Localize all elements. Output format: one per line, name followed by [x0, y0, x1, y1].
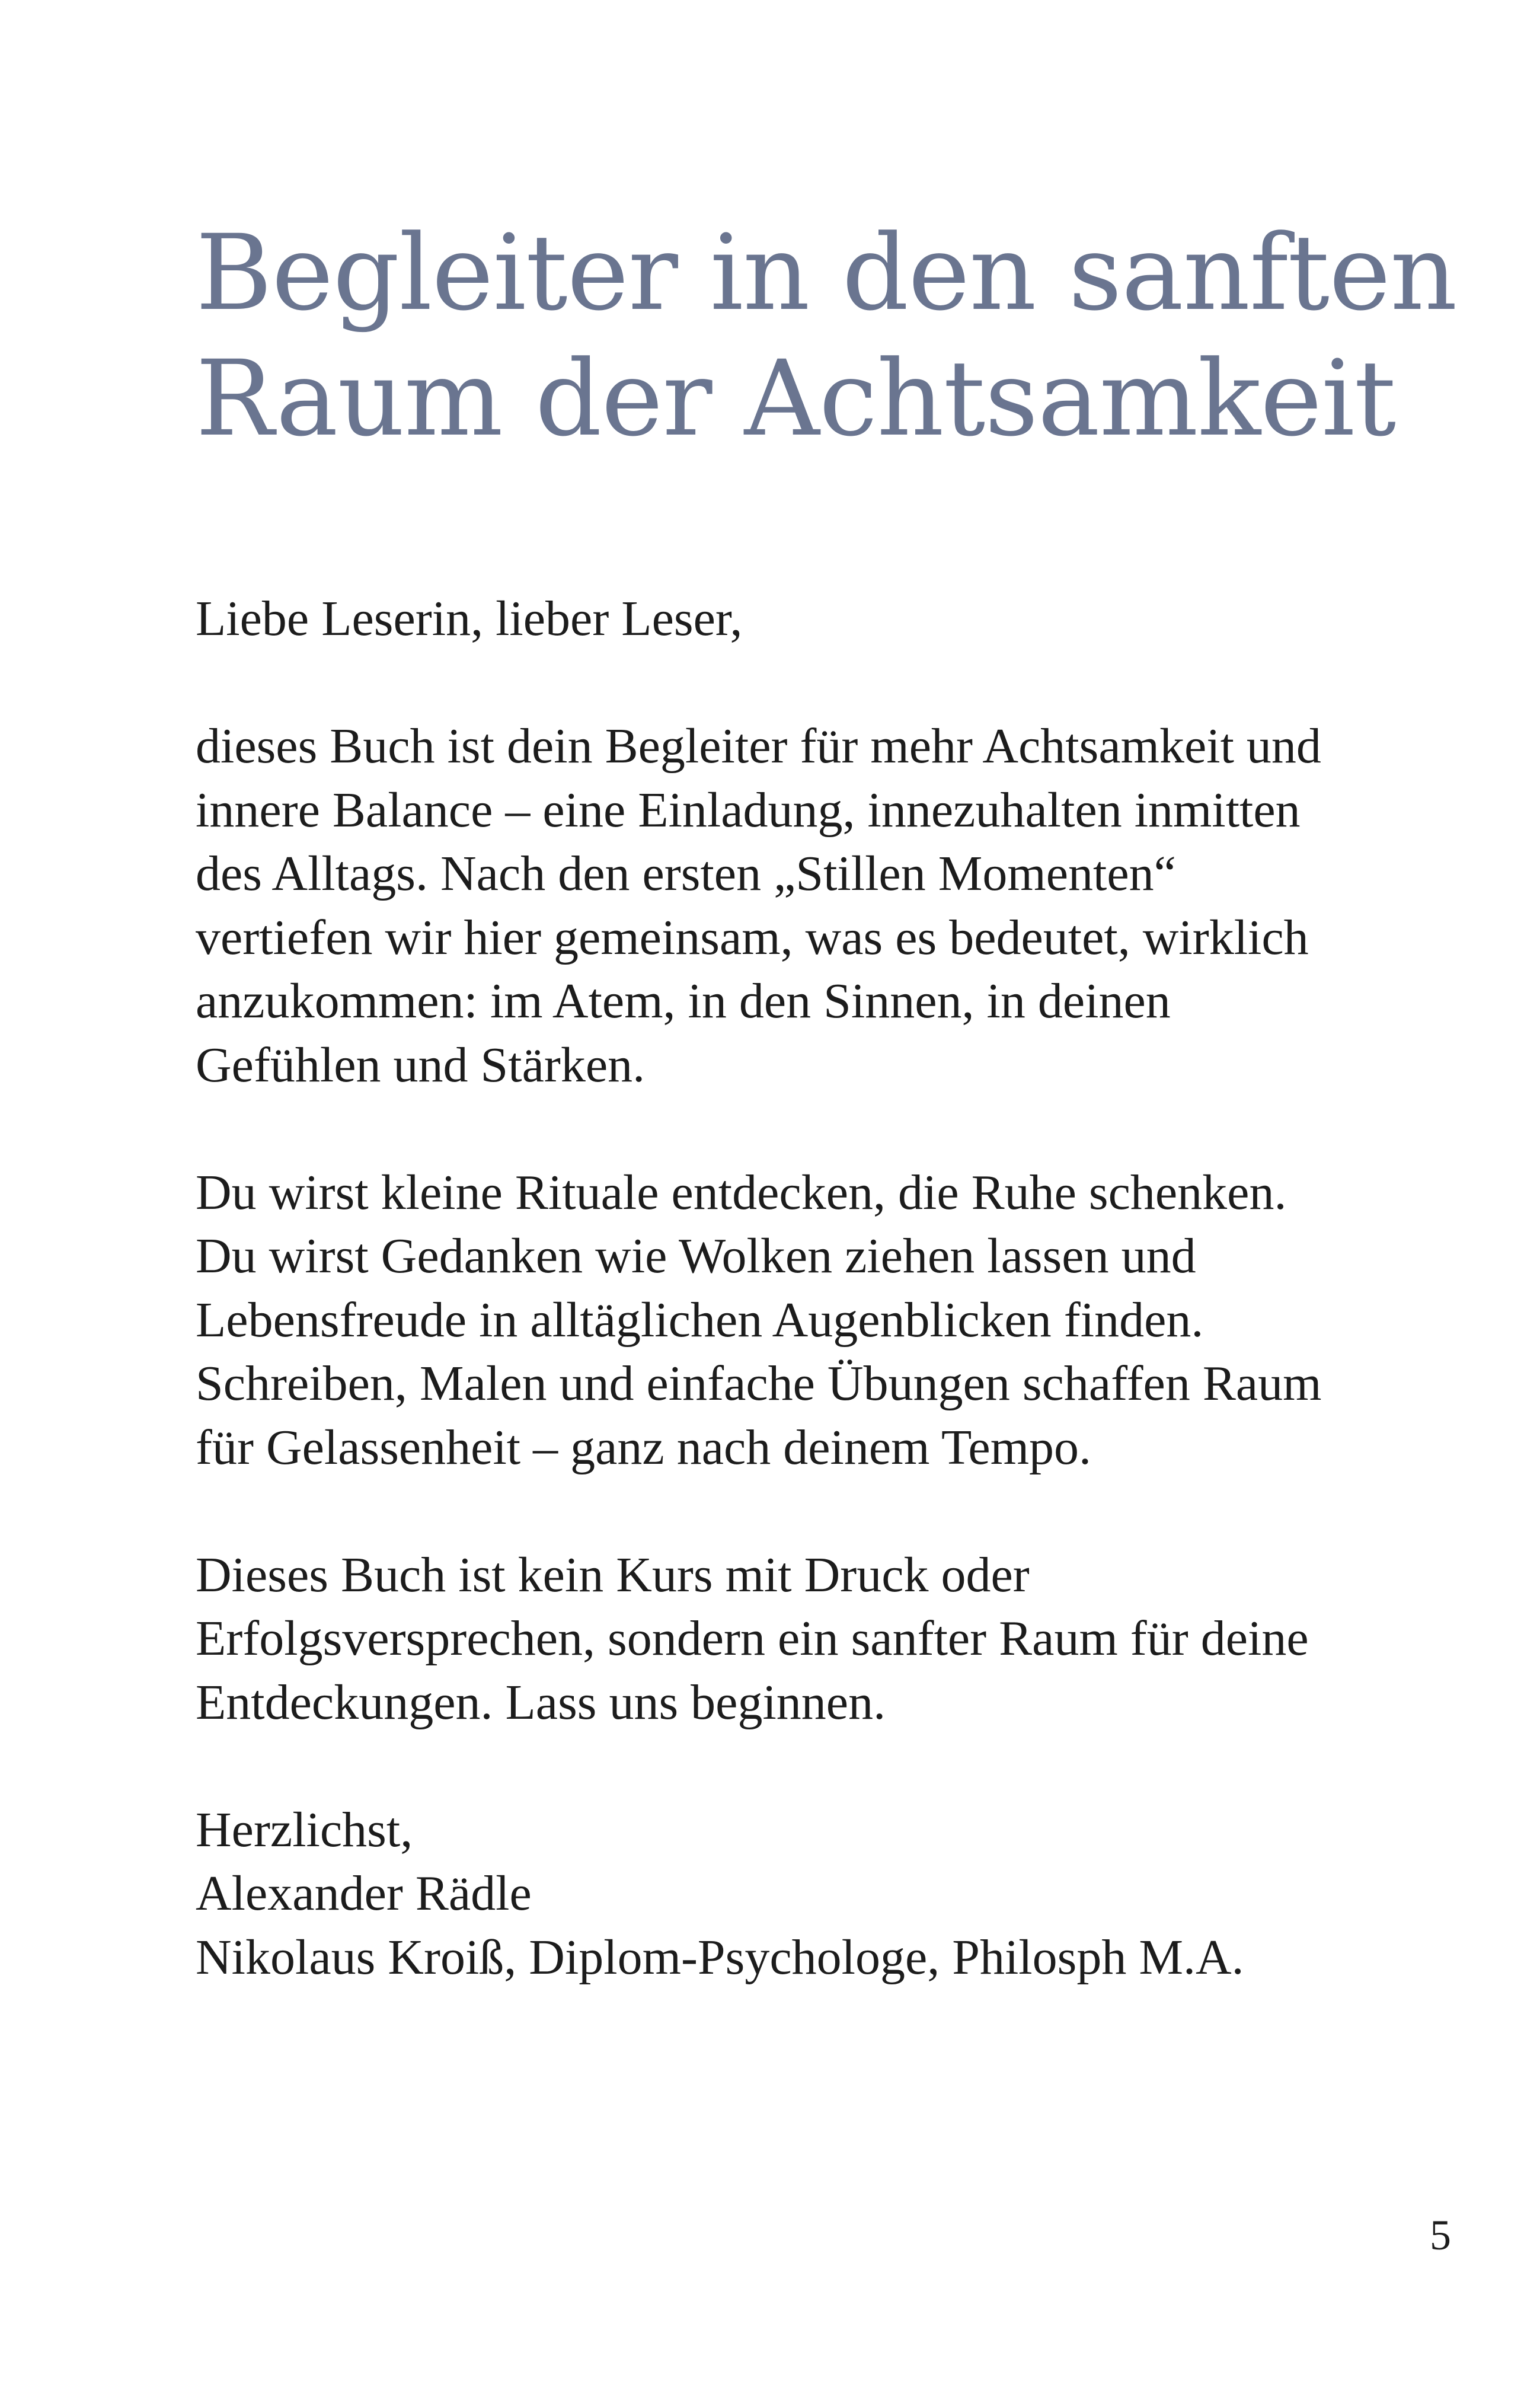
paragraph-3 — [196, 1543, 1381, 1735]
page-number: 5 — [1430, 2211, 1451, 2259]
paragraph-3-line: Entdeckungen. Lass uns beginnen. — [196, 1674, 886, 1730]
paragraph-gap — [196, 1479, 1381, 1543]
greeting: Liebe Leserin, lieber Leser, — [196, 591, 743, 646]
paragraph-2-line: Schreiben, Malen und einfache Übungen schaffen Raum — [196, 1356, 1322, 1411]
signature-block — [196, 1798, 1381, 1990]
paragraph-1-line: anzukommen: im Atem, in den Sinnen, in deinen — [196, 974, 1171, 1029]
paragraph-2-line: Du wirst Gedanken wie Wolken ziehen lassen und — [196, 1228, 1196, 1284]
paragraph-3-line: Dieses Buch ist kein Kurs mit Druck oder — [196, 1547, 1030, 1603]
paragraph-2-line: für Gelassenheit – ganz nach deinem Tempo. — [196, 1419, 1092, 1475]
paragraph-1-line: innere Balance – eine Einladung, innezuhalten inmitten — [196, 782, 1301, 838]
letter-body — [196, 587, 1381, 1989]
author-name: Alexander Rädle — [196, 1866, 532, 1921]
paragraph-2-line: Lebensfreude in alltäglichen Augenblicken finden. — [196, 1292, 1204, 1348]
closing: Herzlichst, — [196, 1802, 413, 1857]
paragraph-1-line: des Alltags. Nach den ersten „Stillen Momenten“ — [196, 846, 1176, 901]
paragraph-2 — [196, 1161, 1381, 1480]
paragraph-2-line: Du wirst kleine Rituale entdecken, die Ruhe schenken. — [196, 1164, 1287, 1220]
paragraph-1-line: dieses Buch ist dein Begleiter für mehr Achtsamkeit und — [196, 719, 1321, 774]
paragraph-1 — [196, 714, 1381, 1097]
paragraph-3-line: Erfolgsversprechen, sondern ein sanfter Raum für deine — [196, 1611, 1309, 1666]
author-name: Nikolaus Kroiß, Diplom-Psychologe, Philosph M.A. — [196, 1929, 1244, 1985]
paragraph-1-line: Gefühlen und Stärken. — [196, 1037, 646, 1093]
paragraph-gap — [196, 1734, 1381, 1798]
paragraph-gap — [196, 651, 1381, 715]
page-title — [196, 210, 1457, 462]
paragraph-gap — [196, 1097, 1381, 1161]
title-line-1: Begleiter in den sanften — [196, 212, 1457, 334]
paragraph-1-line: vertiefen wir hier gemeinsam, was es bedeutet, wirklich — [196, 909, 1309, 965]
title-line-2: Raum der Achtsamkeit — [196, 338, 1396, 459]
